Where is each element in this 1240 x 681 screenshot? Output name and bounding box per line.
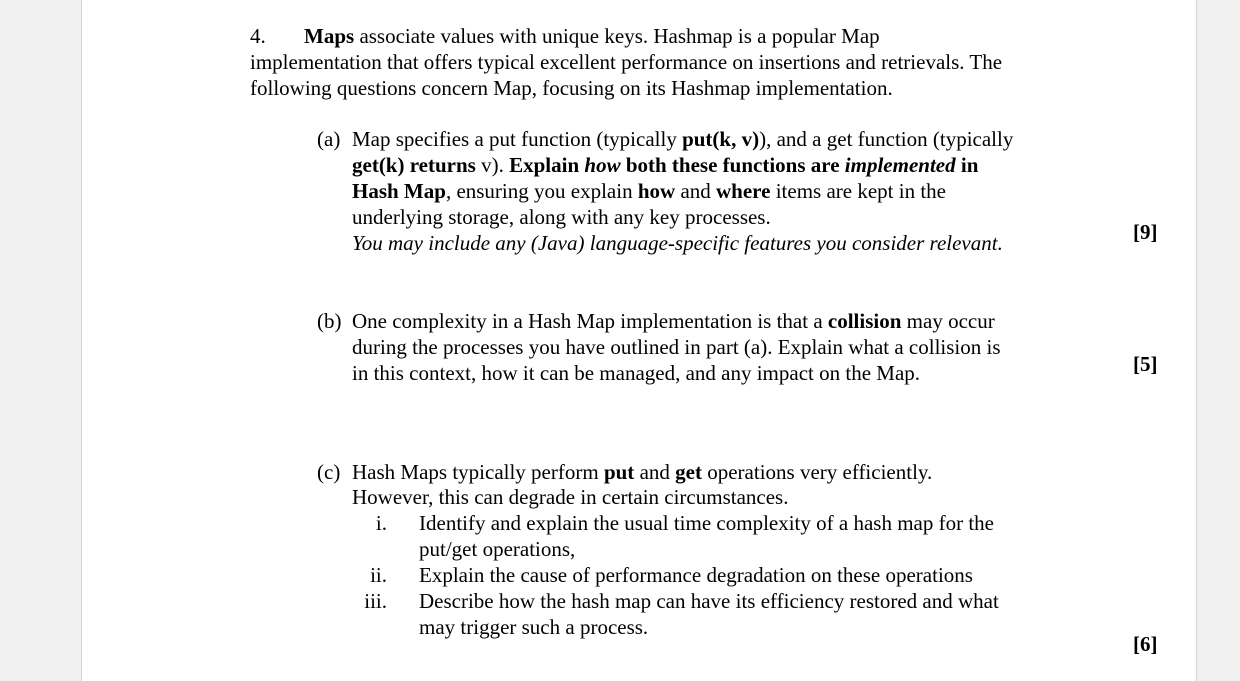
put-bold: put [603,460,635,484]
sub-item-2-line-1: Explain the cause of performance degradation on these operations [419,563,973,587]
sub-item-number: i. [375,511,387,535]
part-b-line-1-text-1: One complexity in a Hash Map implementation is that a [352,309,828,333]
where-bold: where [716,179,771,203]
part-c-line-1-text-2: and [634,460,676,484]
sub-item-1-line-2: put/get operations, [419,537,576,561]
get-signature: get(k) returns [352,153,482,177]
implemented-bold-italic: implemented [844,153,956,177]
sub-item-3-line-1: Describe how the hash map can have its efficiency restored and what [419,589,999,613]
part-b-line-2: during the processes you have outlined in part (a). Explain what a collision is [352,335,1001,359]
both-functions-bold: both these functions are [620,153,845,177]
put-signature: put(k, v) [682,127,760,151]
sub-item-number: ii. [370,563,387,587]
part-b-line-1 [352,308,995,334]
return-value: v [481,153,492,177]
sub-item-1-line-1: Identify and explain the usual time complexity of a hash map for the [419,511,994,535]
part-b-label: (b) [317,309,342,333]
hash-map-bold: Hash Map [352,179,446,203]
part-a-line-3 [352,178,946,204]
intro-line-1-text: associate values with unique keys. Hashmap is a popular Map [354,24,880,48]
part-a-label: (a) [317,127,341,151]
intro-line-3: following questions concern Map, focusing on its Hashmap implementation. [250,76,893,100]
in-bold: in [955,153,979,177]
how-bold-italic: how [584,153,621,177]
part-a-line-2 [352,152,978,178]
part-a-line-5 [352,230,1003,256]
part-a-line-1-text-1: Map specifies a put function (typically [352,127,683,151]
sub-item-3-line-2: may trigger such a process. [419,615,649,639]
part-b-line-3: in this context, how it can be managed, and any impact on the Map. [352,361,921,385]
part-b-marks: [5] [1133,352,1158,376]
intro-line-2: implementation that offers typical excellent performance on insertions and retrievals. The [250,50,1003,74]
part-a-line-3-text-1: , ensuring you explain [445,179,638,203]
part-a-marks: [9] [1133,220,1158,244]
document-page [81,0,1197,681]
collision-bold: collision [827,309,902,333]
explain-bold: Explain [509,153,585,177]
part-c-marks: [6] [1133,632,1158,656]
part-a-line-4: underlying storage, along with any key processes. [352,205,771,229]
part-c-line-1-text-1: Hash Maps typically perform [352,460,604,484]
intro-line-1 [304,23,880,49]
part-c-line-1 [352,459,932,485]
part-a-line-1 [352,126,1013,152]
part-c-line-2: However, this can degrade in certain circumstances. [352,485,789,509]
intro-maps-bold: Maps [304,24,355,48]
part-b-line-1-text-2: may occur [901,309,995,333]
question-number: 4. [250,24,266,48]
part-a-line-2-text: ). [491,153,510,177]
part-a-line-1-text-2: ), and a get function (typically [759,127,1014,151]
part-a-line-3-text-2: and [675,179,717,203]
how-bold: how [637,179,676,203]
part-c-label: (c) [317,460,341,484]
part-a-note-italic: You may include any (Java) language-specific features you consider relevant. [352,231,1003,255]
part-c-line-1-text-3: operations very efficiently. [701,460,933,484]
get-bold: get [675,460,702,484]
part-a-line-3-text-3: items are kept in the [770,179,946,203]
sub-item-number: iii. [364,589,387,613]
